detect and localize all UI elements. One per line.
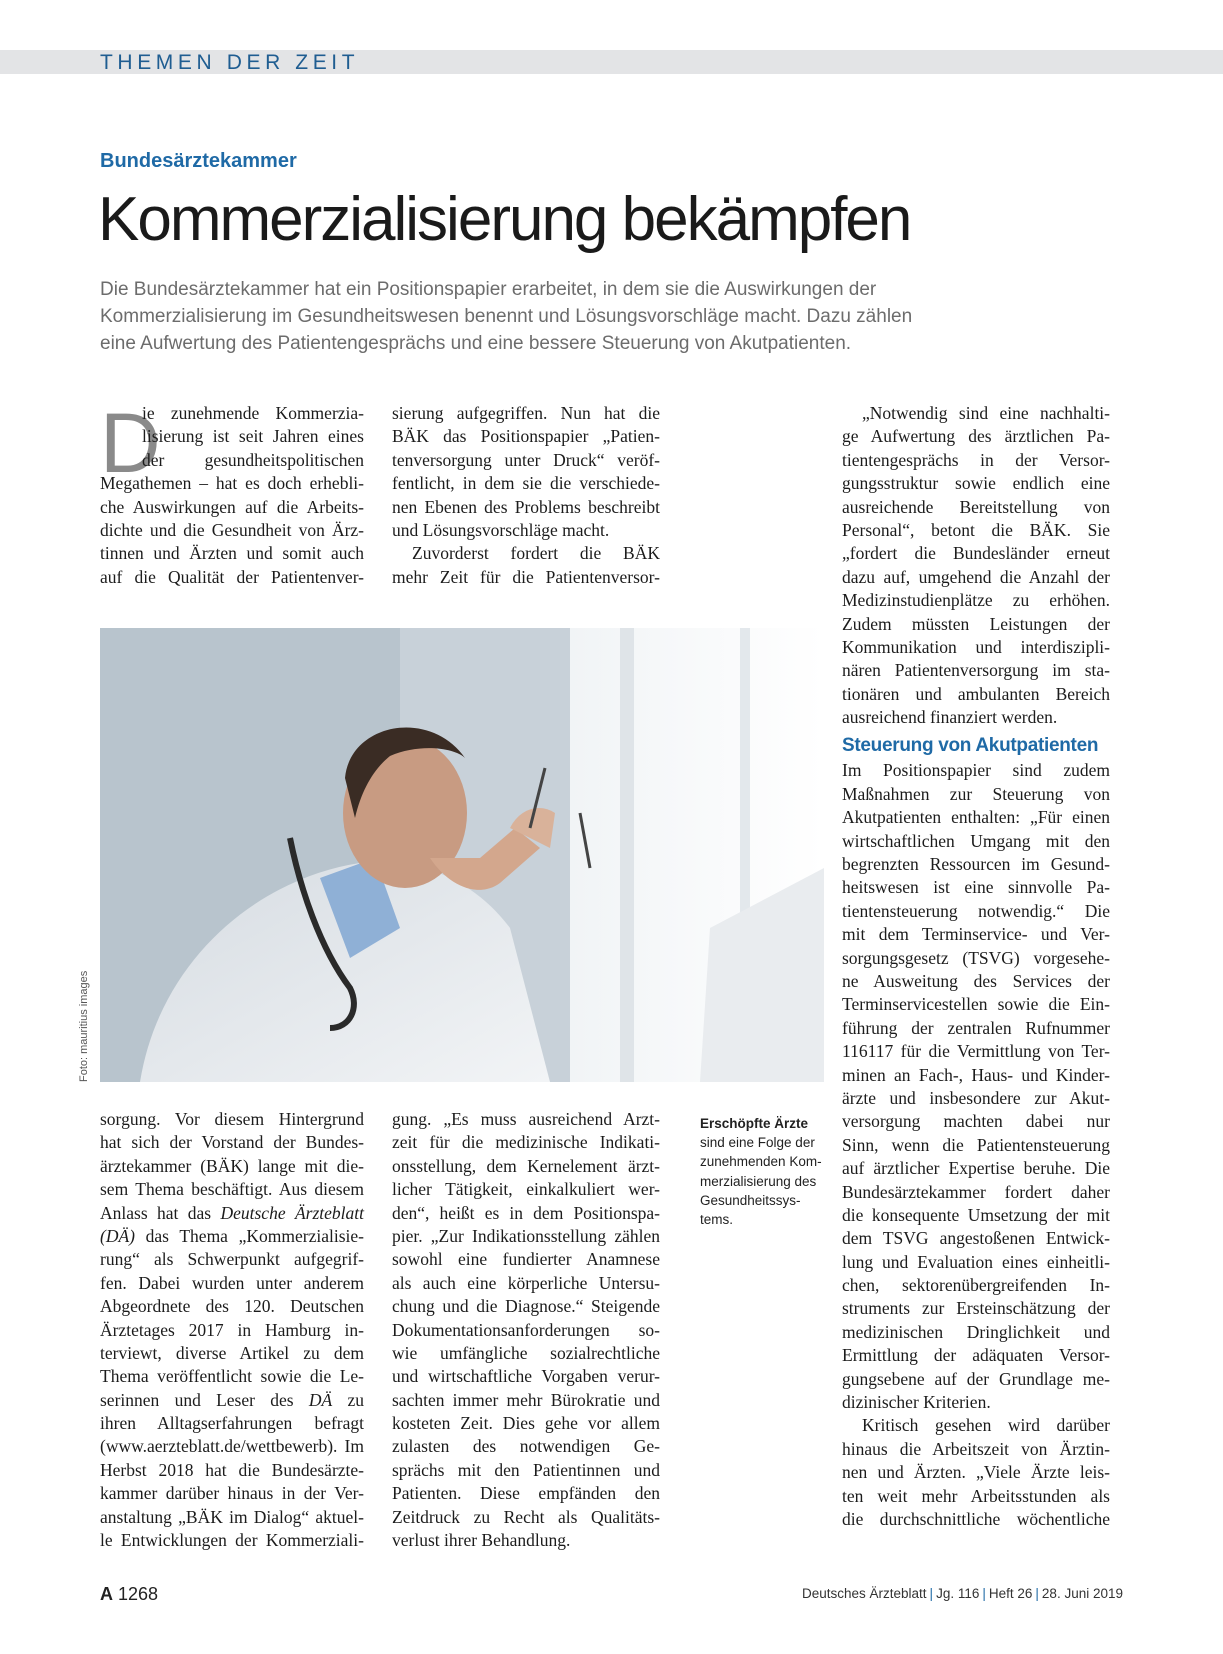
text-line: struments zur Ersteinschätzung der: [842, 1298, 1110, 1319]
text-line: auf ärztlicher Expertise beruhe. Die: [842, 1158, 1110, 1179]
text-line: Kritisch gesehen wird darüber: [862, 1415, 1110, 1436]
column-1-bottom: [100, 1108, 364, 1552]
text-line: nären Patientenversorgung im sta-: [842, 660, 1110, 681]
text-line: den“, heißt es in dem Positionspa-: [392, 1202, 660, 1223]
text-line: mit dem Terminservice- und Ver-: [842, 924, 1110, 945]
text-line: dichte und die Gesundheit von Ärz-: [100, 519, 364, 540]
text-line: ihren Alltagserfahrungen befragt: [100, 1413, 364, 1434]
text-line: gungsstruktur sowie endlich eine: [842, 473, 1110, 494]
text-line: tinnen und Ärzten und somit auch: [100, 543, 364, 564]
text-line: hat sich der Vorstand der Bundes-: [100, 1132, 364, 1153]
text-line: Dokumentationsanforderungen so-: [392, 1319, 660, 1340]
text-line: sem Thema beschäftigt. Aus diesem: [100, 1179, 364, 1200]
text-line: dizinischer Kriterien.: [842, 1392, 991, 1413]
italic-text: DÄ: [308, 1389, 333, 1410]
text-line: Kommunikation und interdiszipli-: [842, 636, 1110, 657]
text-line: die konsequente Umsetzung der mit: [842, 1204, 1110, 1225]
column-3-part-b: [842, 759, 1110, 1414]
text-line: Akutpatienten enthalten: „Für einen: [842, 807, 1110, 828]
text-line: Bundesärztekammer fordert daher: [842, 1181, 1110, 1202]
text-line: ausreichende Bereitstellung von: [842, 496, 1110, 517]
text-line: serinnen und Leser des DÄ zu: [100, 1389, 364, 1410]
italic-text: (DÄ): [100, 1225, 135, 1246]
text-line: und Lösungsvorschläge macht.: [392, 519, 610, 540]
photo-credit: Foto: mauritius images: [78, 970, 90, 1082]
caption-title: Erschöpfte Ärzte: [700, 1116, 809, 1131]
text-line: heitswesen ist eine sinnvolle Pa-: [842, 877, 1110, 898]
text-line: Zeitdruck zu Recht als Qualitäts-: [392, 1506, 660, 1527]
text-line: versorgung machten dabei nur: [842, 1111, 1110, 1132]
separator: |: [1035, 1586, 1039, 1601]
text-line: und wirtschaftliche Vorgaben verur-: [392, 1366, 660, 1387]
text-line: ärzte und insbesondere zur Akut-: [842, 1087, 1110, 1108]
text-line: Sinn, wenn die Patientensteuerung: [842, 1134, 1110, 1155]
column-3: [842, 402, 1110, 1531]
text-line: sorgungsgesetz (TSVG) vorgesehe-: [842, 947, 1110, 968]
text-line: ge Aufwertung des ärztlichen Pa-: [842, 426, 1110, 447]
text-line: sierung aufgegriffen. Nun hat die: [392, 403, 660, 423]
text-line: dazu auf, umgehend die Anzahl der: [842, 566, 1110, 587]
text-line: (DÄ) das Thema „Kommerzialisie-: [100, 1225, 364, 1246]
text-line: (www.aerzteblatt.de/wettbewerb). Im: [100, 1436, 364, 1457]
journal-issue: Heft 26: [988, 1586, 1033, 1601]
article-photo: [100, 628, 824, 1082]
text-line: medizinischen Dringlichkeit und: [842, 1321, 1110, 1342]
text-line: tionären und ambulanten Bereich: [842, 683, 1110, 704]
section-label: THEMEN DER ZEIT: [100, 51, 360, 74]
text-line: wirtschaftlichen Umgang mit den: [842, 830, 1110, 851]
text-line: fen. Dabei wurden unter anderem: [100, 1272, 364, 1293]
text-line: verlust ihrer Behandlung.: [392, 1530, 571, 1551]
text-line: Thema veröffentlicht sowie die Le-: [100, 1366, 364, 1387]
text-line: anstaltung „BÄK im Dialog“ aktuel-: [100, 1506, 364, 1527]
text-line: onsstellung, dem Kernelement ärzt-: [392, 1155, 660, 1176]
text-line: gungsebene auf der Grundlage me-: [842, 1368, 1110, 1389]
text-line: rung“ als Schwerpunkt aufgegrif-: [100, 1249, 364, 1270]
text-line: Abgeordnete des 120. Deutschen: [100, 1296, 364, 1317]
column-3-part-c: [842, 1414, 1110, 1531]
lead-line: eine Aufwertung des Patientengesprächs und eine bessere Steuerung von Akutpatienten.: [100, 333, 852, 354]
text-line: zulasten des notwendigen Ge-: [392, 1436, 660, 1457]
drop-cap: D: [100, 396, 161, 490]
text-line: BÄK das Positionspapier „Patien-: [392, 426, 660, 447]
text-line: minen an Fach-, Haus- und Kinder-: [842, 1064, 1110, 1085]
text-line: Ermittlung der adäquaten Versor-: [842, 1345, 1110, 1366]
text-line: Ärztetages 2017 in Hamburg in-: [100, 1319, 364, 1340]
caption-line: Gesundheitssys-: [700, 1192, 801, 1208]
text-line: Terminservicestellen sowie die Ein-: [842, 994, 1110, 1015]
text-line: tientengesprächs in der Versor-: [842, 449, 1110, 470]
text-line: gung. „Es muss ausreichend Arzt-: [392, 1109, 660, 1129]
text-line: mehr Zeit für die Patientenversor-: [392, 566, 660, 587]
lead-line: Die Bundesärztekammer hat ein Positionspapier erarbeitet, in dem sie die Auswirkungen der: [100, 279, 877, 300]
text-line: kammer darüber hinaus in der Ver-: [100, 1483, 364, 1504]
text-line: dem TSVG angestoßenen Entwick-: [842, 1228, 1110, 1249]
page-number-value: 1268: [118, 1584, 159, 1604]
text-line: Megathemen – hat es doch erhebli-: [100, 473, 364, 494]
text-line: tientensteuerung notwendig.“ Die: [842, 900, 1110, 921]
doctor-photo-illustration: [100, 628, 824, 1082]
article-kicker: Bundesärztekammer: [100, 150, 297, 172]
text-line: ten weit mehr Arbeitsstunden als: [842, 1485, 1110, 1506]
text-line: Zuvorderst fordert die BÄK: [412, 543, 660, 564]
text-line: ausreichend finanziert werden.: [842, 707, 1058, 728]
caption-line: zunehmenden Kom-: [700, 1154, 822, 1170]
journal-citation: [802, 1583, 1123, 1605]
text-line: nen Ebenen des Problems beschreibt: [392, 496, 660, 517]
text-line: hinaus die Arbeitszeit von Ärztin-: [842, 1438, 1110, 1459]
text-line: führung der zentralen Rufnummer: [842, 1017, 1110, 1038]
text-line: ne Ausweitung des Services der: [842, 970, 1110, 991]
text-line: sorgung. Vor diesem Hintergrund: [100, 1109, 364, 1129]
text-line: Personal“, betont die BÄK. Sie: [842, 519, 1110, 540]
text-line: als auch eine körperliche Untersu-: [392, 1272, 660, 1293]
text-line: Medizinstudienplätze zu erhöhen.: [842, 590, 1110, 611]
text-line: Maßnahmen zur Steuerung von: [842, 783, 1110, 804]
caption-line: sind eine Folge der: [700, 1135, 815, 1151]
text-line: pier. „Zur Indikationsstellung zählen: [392, 1225, 660, 1246]
text-line: begrenzten Ressourcen im Gesund-: [842, 854, 1110, 875]
article-title: Kommerzialisierung bekämpfen: [98, 185, 911, 254]
caption-line: merzialisierung des: [700, 1173, 817, 1189]
article-lead: [100, 276, 950, 357]
text-line: der gesundheitspolitischen: [142, 449, 364, 470]
text-line: sowohl eine fundierter Anamnese: [392, 1249, 660, 1270]
text-line: Anlass hat das Deutsche Ärzteblatt: [100, 1202, 364, 1223]
text-line: lung und Evaluation eines einheitli-: [842, 1251, 1110, 1272]
separator: |: [929, 1586, 934, 1601]
text-line: Zudem müssten Leistungen der: [842, 613, 1110, 634]
text-line: „fordert die Bundesländer erneut: [842, 543, 1110, 564]
page-number: [100, 1583, 158, 1605]
text-line: „Notwendig sind eine nachhalti-: [862, 403, 1110, 423]
text-line: che Auswirkungen auf die Arbeits-: [100, 496, 364, 517]
text-line: le Entwicklungen der Kommerziali-: [100, 1530, 364, 1551]
text-line: Patienten. Diese empfänden den: [392, 1483, 660, 1504]
text-line: tenversorgung unter Druck“ veröf-: [392, 449, 660, 470]
page-prefix: A: [100, 1584, 113, 1604]
text-line: lisierung ist seit Jahren eines: [142, 426, 364, 447]
text-line: licher Tätigkeit, einkalkuliert wer-: [392, 1179, 660, 1200]
journal-volume: Jg. 116: [936, 1586, 980, 1601]
text-line: chung und die Diagnose.“ Steigende: [392, 1296, 660, 1317]
text-line: wie umfängliche sozialrechtliche: [392, 1342, 660, 1363]
column-3-part-a: [842, 402, 1110, 729]
column-2-top: [392, 402, 660, 589]
text-line: terviewt, diverse Artikel zu dem: [100, 1342, 364, 1363]
text-line: chen, sektorenübergreifenden In-: [842, 1275, 1110, 1296]
text-line: 116117 für die Vermittlung von Ter-: [842, 1041, 1110, 1062]
text-line: nen und Ärzten. „Viele Ärzte leis-: [842, 1462, 1110, 1483]
text-line: sachten immer mehr Bürokratie und: [392, 1389, 660, 1410]
photo-caption: [700, 1114, 830, 1229]
text-line: Im Positionspapier sind zudem: [842, 760, 1110, 781]
text-line: zeit für die medizinische Indikati-: [392, 1132, 660, 1153]
separator: |: [982, 1586, 986, 1601]
text-line: Herbst 2018 hat die Bundesärzte-: [100, 1459, 364, 1480]
text-line: sprächs mit den Patientinnen und: [392, 1459, 660, 1480]
caption-line: tems.: [700, 1212, 734, 1228]
journal-name: Deutsches Ärzteblatt: [801, 1586, 927, 1601]
text-line: kosteten Zeit. Dies gehe vor allem: [392, 1413, 660, 1434]
text-line: ärztekammer (BÄK) lange mit die-: [100, 1155, 364, 1176]
text-line: fentlicht, in dem sie die verschiede-: [392, 473, 660, 494]
subheading: Steuerung von Akutpatienten: [842, 735, 1099, 757]
journal-date: 28. Juni 2019: [1041, 1586, 1123, 1601]
italic-text: Deutsche Ärzteblatt: [220, 1202, 364, 1223]
text-line: die durchschnittliche wöchentliche: [842, 1508, 1110, 1529]
text-line: auf die Qualität der Patientenver-: [100, 566, 364, 587]
column-2-bottom: [392, 1108, 660, 1552]
column-1-top: [100, 396, 364, 589]
text-line: ie zunehmende Kommerzia-: [142, 403, 364, 423]
lead-line: Kommerzialisierung im Gesundheitswesen benennt und Lösungsvorschläge macht. Dazu zählen: [100, 306, 913, 327]
